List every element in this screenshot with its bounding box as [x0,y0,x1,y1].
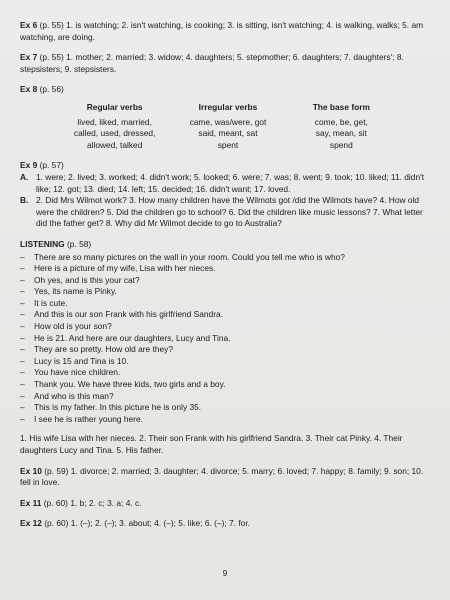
verb-line: spent [217,139,239,150]
exercise-label: Ex 6 [20,20,38,30]
exercise-label: Ex 9 [20,160,38,171]
listening-section [20,239,436,457]
exercise-answers: 1. mother; 2. married; 3. widow; 4. daughters; 5. stepmother; 6. daughters; 7. daughters'; 8. stepsisters; 9. stepsisters. [20,52,404,74]
section-label: LISTENING [20,238,65,249]
dialogue-list [20,252,436,426]
dialogue-line: – Yes, its name is Pinky. [20,286,117,297]
dash: – [20,355,25,366]
dash: – [20,286,25,297]
page-reference: (p. 55) [39,20,64,30]
dialogue-line: – Thank you. We have three kids, two girls and a boy. [20,379,226,390]
verb-column-irregular [171,102,284,151]
dialogue-line: – This is my father. In this picture he is only 35. [20,402,202,413]
dash: – [20,332,25,343]
verb-line: allowed, talked [86,139,143,150]
verb-line: say, mean, sit [315,128,367,139]
exercise-answers: 1. is watching; 2. isn't watching, is cooking; 3. is sitting, isn't watching; 4. is walking, walks; 5. am watching, are doing. [20,20,424,42]
page-number: 9 [222,569,228,579]
exercise-label: Ex 7 [20,52,38,63]
dash: – [20,297,25,308]
verb-line: spend [329,139,353,150]
dialogue-line: – How old is your son? [20,321,112,332]
page-reference: (p. 57) [39,160,64,171]
dialogue-line: – There are so many pictures on the wall in your room. Could you tell me who is who? [20,251,345,262]
exercise-8 [20,84,436,151]
dialogue-line: – Oh yes, and is this your cat? [20,274,140,285]
page-reference: (p. 59) [44,465,69,476]
exercise-9 [20,160,436,230]
exercise-11 [20,498,436,510]
exercise-label: Ex 11 [20,497,42,508]
dash: – [20,402,25,413]
exercise-6 [20,20,436,43]
verb-line: came, was/were, got [189,116,267,127]
verb-line: called, used, dressed, [73,128,156,139]
dash: – [20,367,25,378]
column-heading: Irregular verbs [198,101,258,112]
exercise-label: Ex 12 [20,518,42,529]
exercise-answers: 1. (–); 2. (–); 3. about; 4. (–); 5. like; 6. (–); 7. for. [70,518,250,529]
dash: – [20,309,25,320]
verb-line: come, be, get, [314,116,368,127]
page-reference: (p. 56) [39,84,64,95]
section-answers: 2. Did Mrs Wilmot work? 3. How many children have the Wilmots got /did the Wilmots have? 4. How old were the children? 5. Did the children go to school? 6. Did the children like music lessons? 7. What letter did the father get? 8. Why did Mr Wilmot decide to go to Australia? [36,195,423,229]
page-reference: (p. 55) [39,52,64,63]
verb-line: said, meant, sat [198,128,258,139]
verb-table [20,96,436,151]
listening-answers: 1. His wife Lisa with her nieces. 2. Their son Frank with his girlfriend Sandra. 3. Their cat Pinky. 4. Their daughters Lucy and Tina. 5. His father. [20,433,403,455]
dialogue-line: – And who is this man? [20,390,114,401]
page-reference: (p. 60) [44,518,69,529]
section-answers: 1. were; 2. lived; 3. worked; 4. didn't work; 5. looked; 6. were; 7. was; 8. went; 9. took; 10. liked; 11. didn't like; 12. got; 13. died; 14. left; 15. decided; 16. didn't want; 17. loved. [36,171,425,194]
dialogue-line: – He is 21. And here are our daughters, Lucy and Tina. [20,332,231,343]
dash: – [20,251,25,262]
dash: – [20,344,25,355]
dialogue-line: – Lucy is 15 and Tina is 10. [20,355,129,366]
page-reference: (p. 60) [43,497,68,508]
section-b [20,195,436,230]
exercise-label: Ex 8 [20,84,38,95]
dash: – [20,390,25,401]
dash: – [20,379,25,390]
column-heading: Regular verbs [86,101,143,112]
dialogue-line: – Here is a picture of my wife, Lisa with her nieces. [20,263,216,274]
dash: – [20,413,25,424]
dash: – [20,274,25,285]
exercise-label: Ex 10 [20,465,42,476]
exercise-10 [20,466,436,489]
dialogue-line: – It is cute. [20,297,68,308]
dialogue-line: – You have nice children. [20,367,121,378]
dash: – [20,321,25,332]
section-letter: A. [20,171,29,182]
column-heading: The base form [312,101,370,112]
verb-column-regular [58,102,171,151]
exercise-answers: 1. divorce; 2. married; 3. daughter; 4. divorce; 5. marry; 6. loved; 7. happy; 8. family; 9. son; 10. fell in love. [20,465,424,488]
page-reference: (p. 58) [67,238,92,249]
dialogue-line: – I see he is rather young here. [20,413,143,424]
verb-line: lived, liked, married, [77,116,152,127]
verb-column-base-form [285,102,398,151]
exercise-answers: 1. b; 2. c; 3. a; 4. c. [70,497,142,508]
exercise-12 [20,518,436,530]
dialogue-line: – And this is our son Frank with his girlfriend Sandra. [20,309,223,320]
section-letter: B. [20,195,29,206]
dash: – [20,263,25,274]
dialogue-line: – They are so pretty. How old are they? [20,344,174,355]
section-a [20,172,436,195]
exercise-7 [20,52,436,75]
